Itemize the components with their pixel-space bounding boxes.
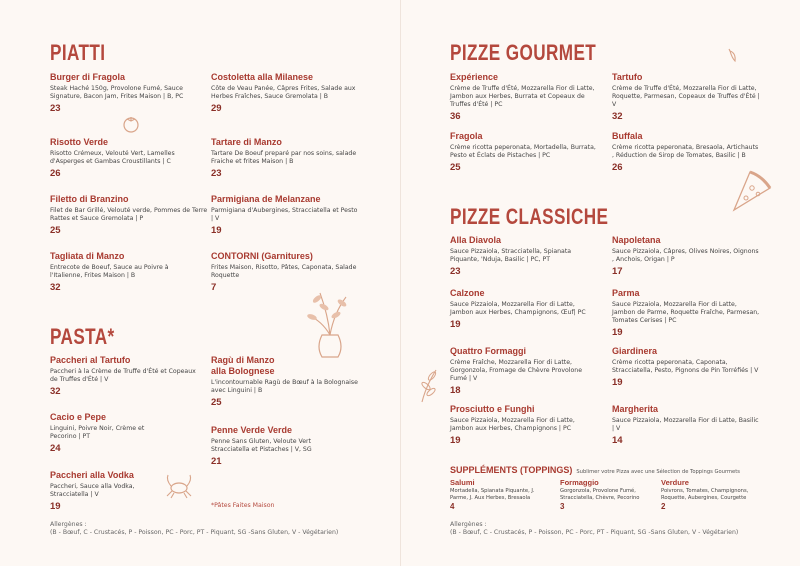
supplement-salumi (450, 478, 554, 511)
item-name: Napoletana (612, 235, 661, 245)
item-description: Sauce Pizzaiola, Câpres, Olives Noires, Oignons , Anchois, Origan | P (612, 248, 759, 263)
menu-item-quattro-formaggi (450, 346, 600, 396)
menu-item-burger (50, 72, 200, 114)
item-price: 17 (612, 266, 623, 277)
item-price: 18 (450, 385, 461, 396)
section-title-pasta: PASTA* (50, 324, 115, 349)
item-price: 25 (50, 225, 61, 236)
menu-item-penne-verde (211, 425, 331, 467)
item-description: Risotto Crémeux, Velouté Vert, Lamelles d'Asperges et Gambas Croustillants | C (50, 150, 175, 165)
item-description: Paccheri à la Crème de Truffe d'Été et Copeaux de Truffes d'Été | V (50, 368, 196, 383)
item-price: 23 (450, 266, 461, 277)
item-name: Expérience (450, 72, 499, 82)
item-description: Crème de Truffe d'Été, Mozzarella Fior di Latte, Jambon aux Herbes, Burrata et Copeaux de Truffes d'Été | PC (450, 85, 595, 108)
page-fold (400, 0, 401, 566)
item-description: Crème ricotta peperonata, Bresaola, Artichauts , Réduction de Sirop de Tomates, Basilic | B (612, 144, 759, 159)
item-name: Tartare di Manzo (211, 137, 282, 147)
item-name: Buffala (612, 131, 643, 141)
item-name: Giardinera (612, 346, 658, 356)
menu-item-fragola (450, 131, 600, 173)
item-price: 19 (450, 435, 461, 446)
allergens-note-right (450, 521, 780, 537)
item-description: Steak Haché 150g, Provolone Fumé, Sauce Signature, Bacon Jam, Frites Maison | B, PC (50, 85, 184, 100)
item-description: Crème de Truffe d'Été, Mozzarella Fior di Latte, Roquette, Parmesan, Copeaux de Truffes d'Été | V (612, 85, 760, 108)
menu-item-calzone (450, 288, 600, 330)
section-title-pizze-classiche: PIZZE CLASSICHE (450, 204, 609, 229)
item-price: 29 (211, 103, 222, 114)
menu-item-costoletta (211, 72, 361, 114)
item-price: 19 (211, 225, 222, 236)
item-description: Crème ricotta peperonata, Caponata, Stracciatella, Pesto, Pignons de Pin Torréfiés | V (612, 359, 759, 374)
supplements-subtitle: Sublimer votre Pizza avec une Sélection de Toppings Gourmets (576, 469, 740, 475)
supplement-name: Formaggio (560, 478, 599, 487)
supplement-description: Poivrons, Tomates, Champignons, Roquette, Aubergines, Courgette (661, 488, 749, 501)
item-name: Calzone (450, 288, 485, 298)
item-name: Paccheri al Tartufo (50, 355, 131, 365)
tomato-icon (120, 114, 142, 134)
item-price: 36 (450, 111, 461, 122)
item-price: 19 (50, 501, 61, 512)
item-price: 26 (50, 168, 61, 179)
item-price: 26 (612, 162, 623, 173)
item-price: 23 (50, 103, 61, 114)
menu-item-diavola (450, 235, 600, 277)
item-name: Cacio e Pepe (50, 412, 107, 422)
menu-item-napoletana (612, 235, 762, 277)
section-title-piatti: PIATTI (50, 40, 106, 65)
item-description: Sauce Pizzaiola, Mozzarella Fior di Latte, Jambon aux Herbes, Champignons, Œuf| PC (450, 301, 586, 316)
menu-item-cacio-pepe (50, 412, 162, 454)
item-name: Tartufo (612, 72, 643, 82)
menu-item-giardinera (612, 346, 762, 388)
item-description: Sauce Pizzaiola, Mozzarella Fior di Latte, Basilic | V (612, 417, 759, 432)
item-name: Paccheri alla Vodka (50, 470, 134, 480)
supplement-name: Salumi (450, 478, 475, 487)
item-description: Entrecote de Boeuf, Sauce au Poivre à l'Italienne, Frites Maison | B (50, 264, 169, 279)
allergens-legend: (B - Bœuf, C - Crustacés, P - Poisson, PC - Porc, PT - Piquant, SG -Sans Gluten, V - Végétarien) (50, 529, 339, 536)
item-price: 19 (612, 327, 623, 338)
homemade-pasta-note: *Pâtes Faites Maison (211, 502, 275, 509)
supplement-price: 4 (450, 502, 455, 511)
item-description: Sauce Pizzaiola, Stracciatella, Spianata Piquante, 'Nduja, Basilic | PC, PT (450, 248, 572, 263)
menu-item-parmigiana (211, 194, 361, 236)
item-price: 23 (211, 168, 222, 179)
item-description: Tartare De Boeuf preparé par nos soins, salade Fraiche et frites Maison | B (211, 150, 357, 165)
item-description: Sauce Pizzaiola, Mozzarella Fior di Latte, Jambon aux Herbes, Champignons | PC (450, 417, 575, 432)
supplement-price: 2 (661, 502, 666, 511)
item-name: Prosciutto e Funghi (450, 404, 535, 414)
item-description: Côte de Veau Panée, Câpres Frites, Salade aux Herbes Fraîches, Sauce Gremolata | B (211, 85, 356, 100)
supplement-name: Verdure (661, 478, 689, 487)
item-name: CONTORNI (Garnitures) (211, 251, 313, 261)
menu-item-margherita (612, 404, 762, 446)
item-description: Parmigiana d'Aubergines, Stracciatella et Pesto | V (211, 207, 358, 222)
item-name: Tagliata di Manzo (50, 251, 125, 261)
chili-pepper-icon (726, 48, 740, 64)
item-price: 32 (50, 386, 61, 397)
item-price: 7 (211, 282, 217, 293)
item-price: 32 (612, 111, 623, 122)
item-name: Alla Diavola (450, 235, 502, 245)
item-price: 25 (450, 162, 461, 173)
allergens-title: Allergènes : (450, 521, 487, 528)
menu-item-tagliata (50, 251, 200, 293)
item-description: Frites Maison, Risotto, Pâtes, Caponata, Salade Roquette (211, 264, 357, 279)
item-description: Crème Fraîche, Mozzarella Fior di Latte, Gorgonzola, Fromage de Chèvre Provolone Fumé | V (450, 359, 583, 382)
menu-item-tartare (211, 137, 361, 179)
item-name: Fragola (450, 131, 483, 141)
item-name: Penne Verde Verde (211, 425, 293, 435)
item-name: Parma (612, 288, 640, 298)
item-name: Costoletta alla Milanese (211, 72, 314, 82)
item-price: 19 (450, 319, 461, 330)
allergens-title: Allergènes : (50, 521, 87, 528)
section-title-pizze-gourmet: PIZZE GOURMET (450, 40, 597, 65)
item-description: Crème ricotta peperonata, Mortadella, Burrata, Pesto et Éclats de Pistaches | PC (450, 144, 596, 159)
item-description: Linguini, Poivre Noir, Crème et Pecorino | PT (50, 425, 145, 440)
item-price: 21 (211, 456, 222, 467)
item-name: Risotto Verde (50, 137, 109, 147)
menu-item-risotto (50, 137, 210, 179)
menu-item-experience (450, 72, 600, 122)
menu-item-paccheri-vodka (50, 470, 150, 512)
vase-illustration-icon (302, 285, 358, 363)
allergens-legend: (B - Bœuf, C - Crustacés, P - Poisson, PC - Porc, PT - Piquant, SG -Sans Gluten, V - Végétarien) (450, 529, 739, 536)
supplements-heading: SUPPLÉMENTS (TOPPINGS) (450, 465, 573, 475)
supplement-verdure (661, 478, 765, 511)
pizza-slice-icon (728, 166, 774, 216)
supplement-description: Mortadella, Spianata Piquante, J. Parme, J. Aux Herbes, Bresaola (450, 488, 535, 501)
supplement-description: Gorgonzola, Provolone Fumé, Stracciatella, Chèvre, Pecorino (560, 488, 640, 501)
menu-item-paccheri-tartufo (50, 355, 200, 397)
item-description: Paccheri, Sauce alla Vodka, Stracciatella | V (50, 483, 135, 498)
item-name: Ragù di Manzo alla Bolognese (211, 355, 275, 376)
supplements-title (450, 465, 740, 475)
item-price: 24 (50, 443, 61, 454)
item-name: Parmigiana de Melanzane (211, 194, 321, 204)
item-price: 25 (211, 397, 222, 408)
item-price: 14 (612, 435, 623, 446)
item-name: Filetto di Branzino (50, 194, 129, 204)
menu-item-prosciutto-funghi (450, 404, 600, 446)
crab-icon (162, 472, 196, 500)
menu-item-parma (612, 288, 762, 338)
item-name: Quattro Formaggi (450, 346, 526, 356)
item-price: 19 (612, 377, 623, 388)
allergens-note-left (50, 521, 390, 537)
item-price: 32 (50, 282, 61, 293)
supplement-price: 3 (560, 502, 565, 511)
leaf-sprig-icon (416, 366, 444, 404)
item-name: Burger di Fragola (50, 72, 126, 82)
item-description: Penne Sans Gluten, Veloute Vert Stracciatella et Pistaches | V, SG (211, 438, 312, 453)
menu-item-filetto (50, 194, 210, 236)
item-name: Margherita (612, 404, 659, 414)
menu-item-tartufo (612, 72, 762, 122)
item-description: L'incontournable Ragù de Bœuf à la Bolognaise avec Linguini | B (211, 379, 358, 394)
item-description: Filet de Bar Grillé, Velouté verde, Pommes de Terre Rattes et Sauce Gremolata | P (50, 207, 208, 222)
supplement-formaggio (560, 478, 664, 511)
item-description: Sauce Pizzaiola, Mozzarella Fior di Latte, Jambon de Parme, Roquette Fraîche, Parmesan, Tomates Cerises | PC (612, 301, 760, 324)
